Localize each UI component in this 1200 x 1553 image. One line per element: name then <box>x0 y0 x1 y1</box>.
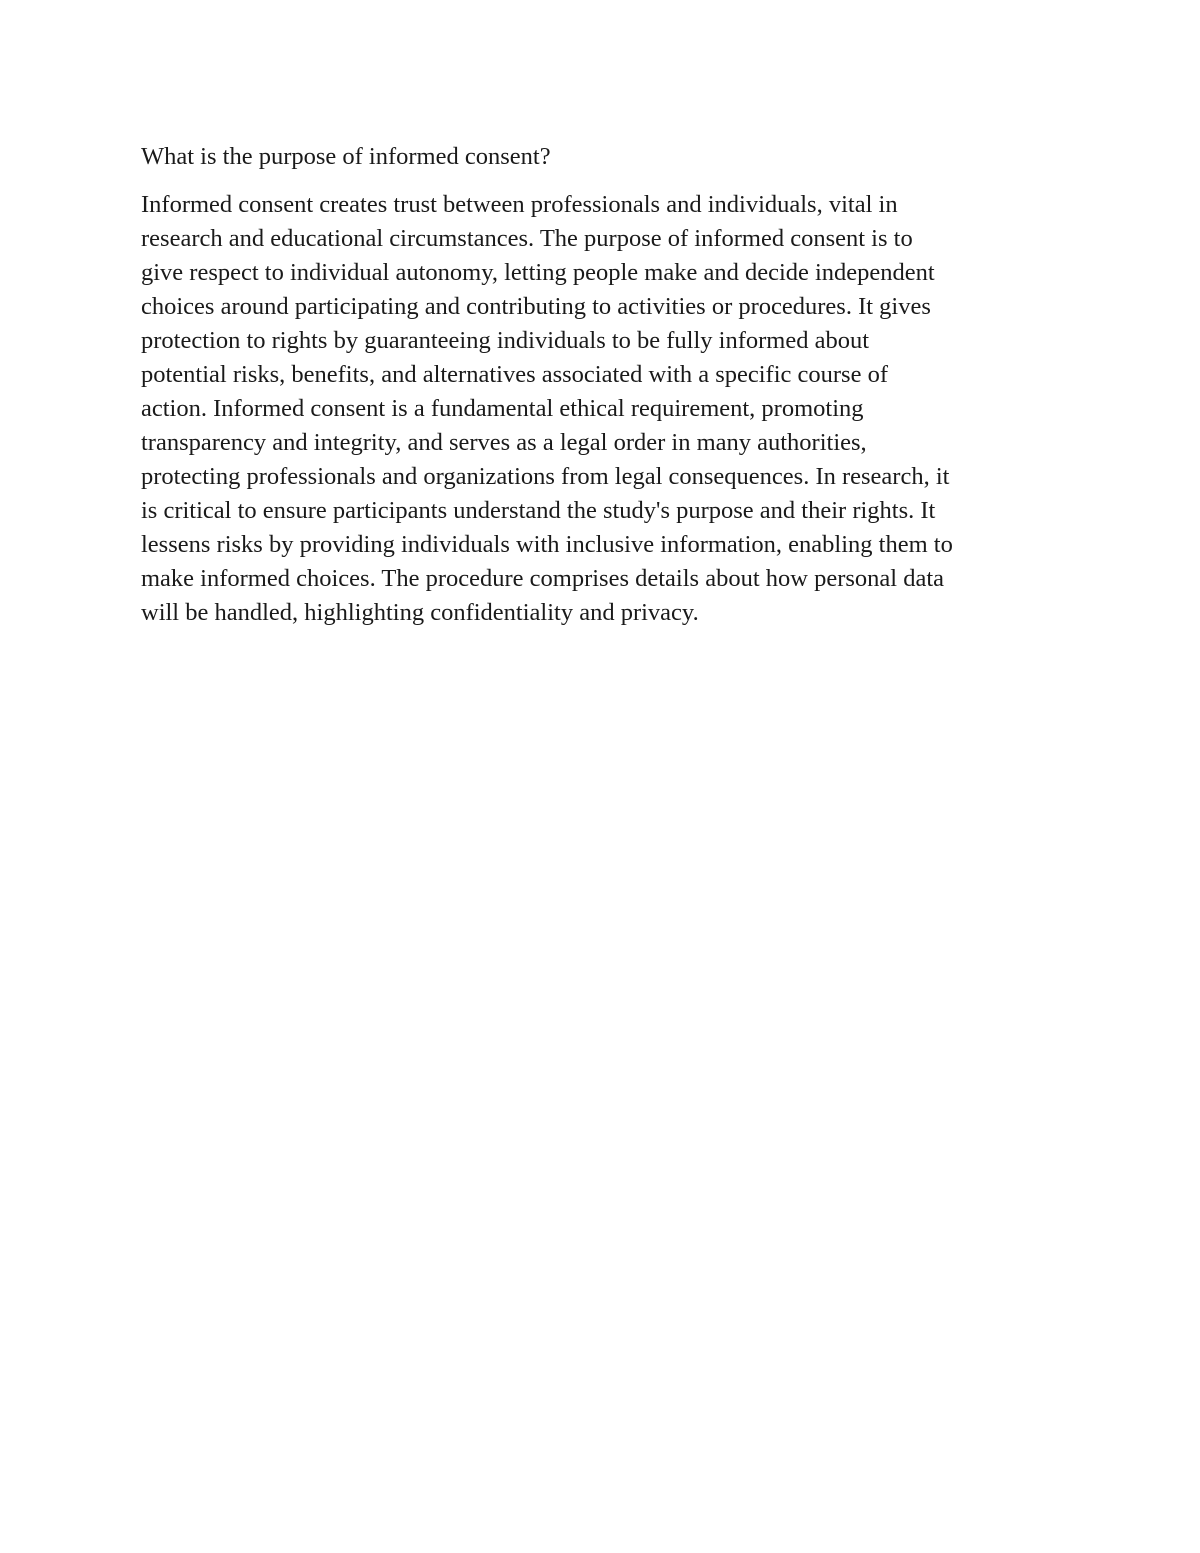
answer-line: give respect to individual autonomy, letting people make and decide independent <box>141 259 935 286</box>
document-body <box>141 140 1071 630</box>
answer-line: protection to rights by guaranteeing individuals to be fully informed about <box>141 327 870 354</box>
answer-line: research and educational circumstances. The purpose of informed consent is to <box>141 225 913 252</box>
answer-line: protecting professionals and organizations from legal consequences. In research, it <box>141 463 950 490</box>
answer-line: lessens risks by providing individuals with inclusive information, enabling them to <box>141 531 953 558</box>
answer-line: Informed consent creates trust between professionals and individuals, vital in <box>141 191 898 218</box>
question-heading: What is the purpose of informed consent? <box>141 143 551 170</box>
answer-line: action. Informed consent is a fundamental ethical requirement, promoting <box>141 395 864 422</box>
answer-line: make informed choices. The procedure comprises details about how personal data <box>141 565 945 592</box>
answer-line: potential risks, benefits, and alternatives associated with a specific course of <box>141 361 888 388</box>
answer-line: transparency and integrity, and serves as a legal order in many authorities, <box>141 429 867 456</box>
answer-line: is critical to ensure participants understand the study's purpose and their rights. It <box>141 497 936 524</box>
answer-paragraph <box>141 188 1071 630</box>
answer-line: will be handled, highlighting confidentiality and privacy. <box>141 599 699 626</box>
answer-line: choices around participating and contributing to activities or procedures. It gives <box>141 293 931 320</box>
